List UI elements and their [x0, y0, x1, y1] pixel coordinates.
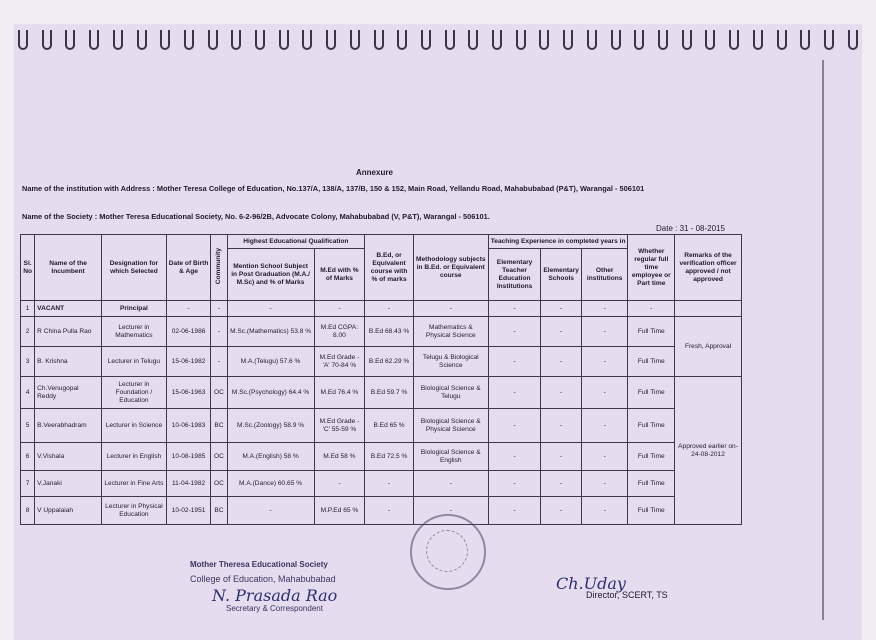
staff-table [20, 234, 742, 525]
header-designation: Designation for which Selected [102, 235, 167, 301]
director-signature: Ch.Uday [556, 574, 626, 593]
table-row: 5 B.Veerabhadram Lecturer in Science 10-06-1983 BC M.Sc.(Zoology) 58.9 % M.Ed Grade -'C' 55-59 % B.Ed 65 % Biological Science & Physical Science - - - Full Time [21, 409, 742, 443]
header-remarks: Remarks of the verification officer approved / not approved [675, 235, 742, 301]
table-row: 1 VACANT Principal - - - - - - - - - - [21, 301, 742, 317]
header-elem: Elementary Schools [541, 249, 582, 301]
date-text: Date : 31 - 08-2015 [656, 224, 725, 233]
header-community: Community [211, 235, 227, 301]
society-line: Name of the Society : Mother Teresa Educational Society, No. 6-2-96/2B, Advocate Colony, Mahabubabad (V, P&T), Warangal - 506101. [22, 212, 490, 221]
header-whether: Whether regular full time employee or Part time [628, 235, 675, 301]
header-bed: B.Ed, or Equivalent course with % of marks [365, 235, 414, 301]
table-row: 2 R China Pulla Rao Lecturer in Mathematics 02-06-1986 - M.Sc.(Mathematics) 53.8 % M.Ed CGPA: 8.00 B.Ed 68.43 % Mathematics & Physical Science - - - Full Time Fresh, Approval [21, 317, 742, 347]
director-title: Director, SCERT, TS [586, 590, 668, 600]
seal-stamp [410, 514, 486, 590]
table-row: 3 B. Krishna Lecturer in Telugu 15-06-1982 - M.A.(Telugu) 57.6 % M.Ed Grade - 'A' 70-84 % B.Ed 62.29 % Telugu & Biological Science - - - Full Time [21, 347, 742, 377]
table-row: 7 V.Janaki Lecturer in Fine Arts 11-04-1982 OC M.A.(Dance) 60.65 % - - - - - - Full Time [21, 471, 742, 497]
table-row: 4 Ch.Venugopal Reddy Lecturer in Foundation / Education 15-06-1963 OC M.Sc.(Psychology) 64.4 % M.Ed 76.4 % B.Ed 59.7 % Biological Science & Telugu - - - Full Time Approved earlier on- 24-08-2012 [21, 377, 742, 409]
header-method: Methodology subjects in B.Ed. or Equivalent course [413, 235, 488, 301]
secretary-title: Secretary & Correspondent [226, 604, 323, 613]
header-heq: Highest Educational Qualification [227, 235, 365, 249]
header-med: M.Ed with % of Marks [314, 249, 365, 301]
society-stamp: Mother Theresa Educational Society [190, 560, 328, 569]
page-heading: Annexure [356, 168, 393, 177]
header-pg: Mention School Subject in Post Graduation (M.A./ M.Sc) and % of Marks [227, 249, 314, 301]
header-other: Other institutions [581, 249, 628, 301]
remarks-fresh: Fresh, Approval [675, 317, 742, 377]
table-row: 8 V Uppalaiah Lecturer in Physical Education 10-02-1951 BC - M.P.Ed 65 % - - - - - Full Time [21, 497, 742, 525]
remarks-approved: Approved earlier on- 24-08-2012 [675, 377, 742, 525]
spiral-binding [18, 30, 858, 52]
header-dob: Date of Birth & Age [166, 235, 211, 301]
secretary-signature: N. Prasada Rao [212, 586, 338, 605]
college-stamp: College of Education, Mahabubabad [190, 574, 336, 584]
institution-line: Name of the institution with Address : Mother Teresa College of Education, No.137/A, 138/A, 137/B, 150 & 152, Main Road, Yellandu Road, Mahabubabad (P&T), Warangal - 506101 [22, 184, 645, 193]
page-edge [822, 60, 824, 620]
table-row: 6 V.Vishala Lecturer in English 10-08-1985 OC M.A.(English) 58 % M.Ed 58 % B.Ed 72.5 % Biological Science & English - - - Full Time [21, 443, 742, 471]
header-ete: Elementary Teacher Education Institutions [488, 249, 541, 301]
header-name: Name of the Incumbent [35, 235, 102, 301]
header-sl: Sl. No [21, 235, 35, 301]
header-teaching: Teaching Experience in completed years in [488, 235, 628, 249]
